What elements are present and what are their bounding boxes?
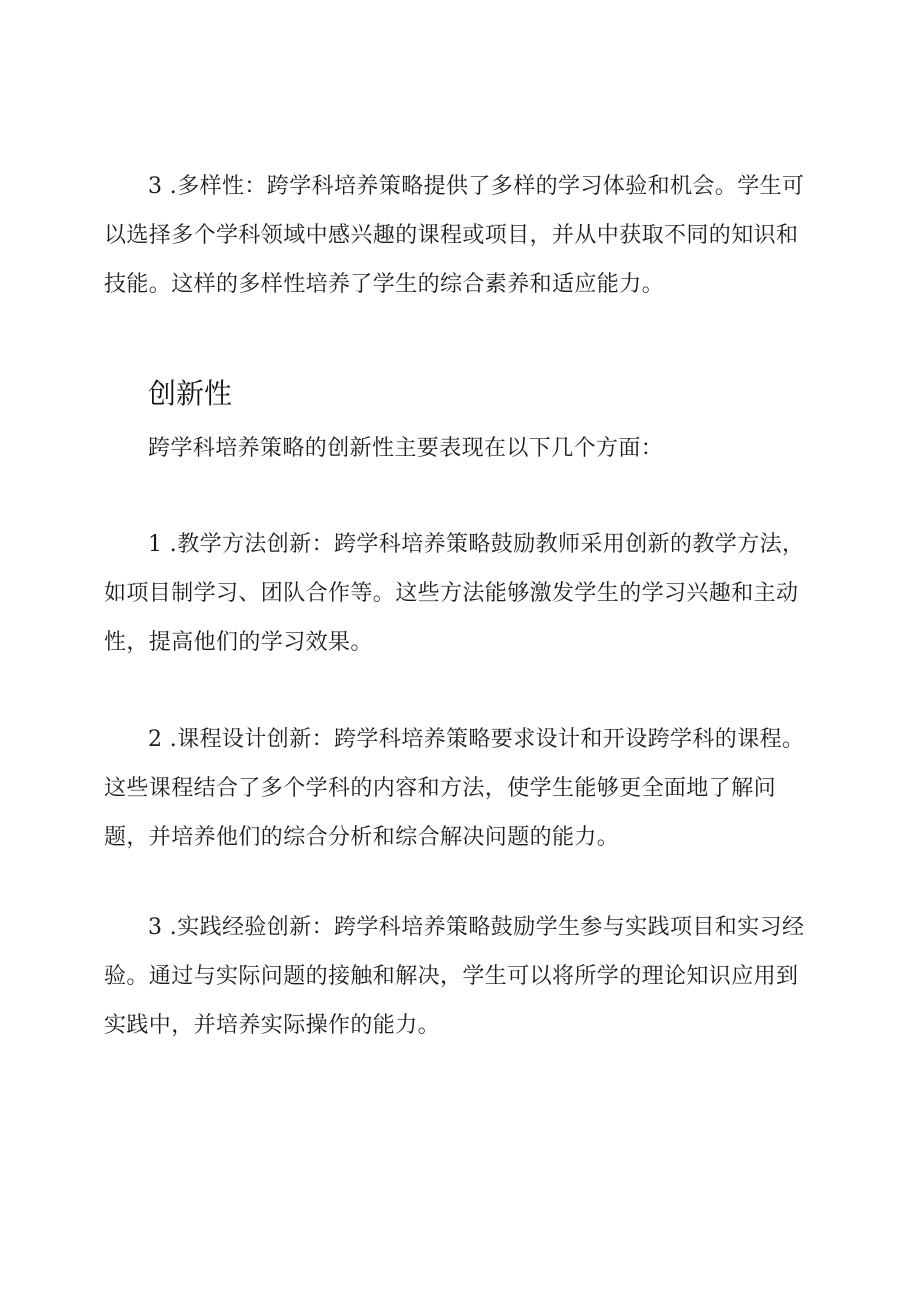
paragraph-text: 课程设计创新：跨学科培养策略要求设计和开设跨学科的课程。这些课程结合了多个学科的内容和方法，使学生能够更全面地了解问题，并培养他们的综合分析和综合解决问题的能力。 xyxy=(104,727,805,850)
list-number: 3 . xyxy=(148,174,178,199)
list-number: 2 . xyxy=(148,727,178,752)
section-heading: 创新性 xyxy=(148,377,233,410)
section-intro: 跨学科培养策略的创新性主要表现在以下几个方面： xyxy=(148,436,664,461)
innovation-item-practice-experience xyxy=(104,903,820,1050)
list-number: 1 . xyxy=(148,532,178,557)
innovation-item-teaching-method xyxy=(104,520,820,667)
paragraph-text: 教学方法创新：跨学科培养策略鼓励教师采用创新的教学方法，如项目制学习、团队合作等。这些方法能够激发学生的学习兴趣和主动性，提高他们的学习效果。 xyxy=(104,532,805,655)
diversity-paragraph xyxy=(104,162,820,309)
list-number: 3 . xyxy=(148,915,178,940)
paragraph-text: 多样性：跨学科培养策略提供了多样的学习体验和机会。学生可以选择多个学科领域中感兴趣的课程或项目，并从中获取不同的知识和技能。这样的多样性培养了学生的综合素养和适应能力。 xyxy=(104,174,805,297)
innovation-item-course-design xyxy=(104,715,820,862)
paragraph-text: 实践经验创新：跨学科培养策略鼓励学生参与实践项目和实习经验。通过与实际问题的接触和解决，学生可以将所学的理论知识应用到实践中，并培养实际操作的能力。 xyxy=(104,915,805,1038)
